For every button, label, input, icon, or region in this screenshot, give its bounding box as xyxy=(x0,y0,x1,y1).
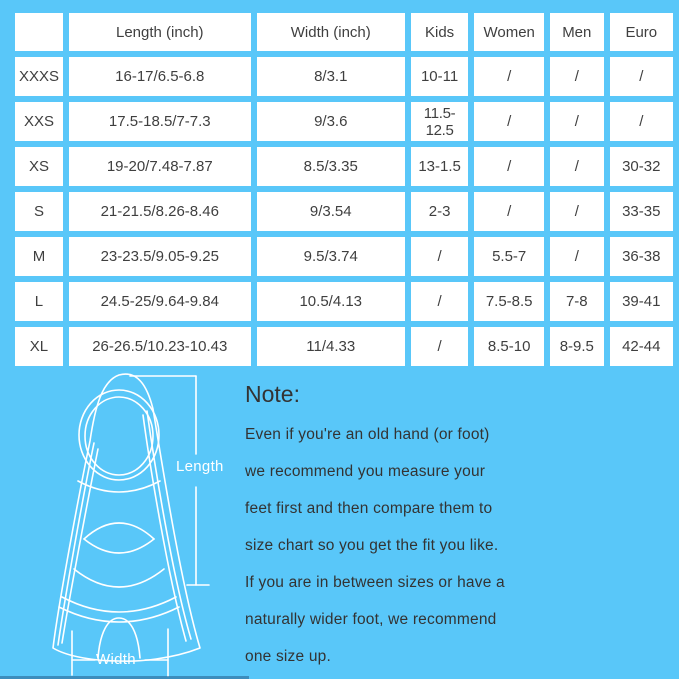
length-cell: 19-20/7.48-7.87 xyxy=(69,147,251,186)
men-cell: / xyxy=(550,57,604,96)
women-cell: / xyxy=(474,192,544,231)
note-line: we recommend you measure your xyxy=(245,463,486,480)
width-cell: 10.5/4.13 xyxy=(257,282,405,321)
size-label: XS xyxy=(15,147,63,186)
length-cell: 24.5-25/9.64-9.84 xyxy=(69,282,251,321)
kids-cell: / xyxy=(411,237,469,276)
note-line: If you are in between sizes or have a xyxy=(245,574,505,591)
header-cell-euro: Euro xyxy=(610,13,673,51)
length-cell: 17.5-18.5/7-7.3 xyxy=(69,102,251,141)
note-line: feet first and then compare them to xyxy=(245,500,493,517)
width-cell: 8.5/3.35 xyxy=(257,147,405,186)
men-cell: / xyxy=(550,102,604,141)
note-line: naturally wider foot, we recommend xyxy=(245,611,497,628)
euro-cell: 33-35 xyxy=(610,192,673,231)
width-cell: 11/4.33 xyxy=(257,327,405,366)
table-row-m xyxy=(15,237,673,276)
men-cell: / xyxy=(550,192,604,231)
swim-fin-illustration xyxy=(40,369,240,678)
length-cell: 26-26.5/10.23-10.43 xyxy=(69,327,251,366)
note-line: size chart so you get the fit you like. xyxy=(245,537,499,554)
note-section xyxy=(245,381,645,675)
table-row-xl xyxy=(15,327,673,366)
table-row-xxxs xyxy=(15,57,673,96)
fin-diagram xyxy=(40,369,240,678)
size-label: L xyxy=(15,282,63,321)
length-cell: 16-17/6.5-6.8 xyxy=(69,57,251,96)
size-chart-table xyxy=(9,7,679,372)
kids-cell: 10-11 xyxy=(411,57,469,96)
size-label: S xyxy=(15,192,63,231)
width-cell: 9/3.54 xyxy=(257,192,405,231)
size-label: XXXS xyxy=(15,57,63,96)
kids-cell: 13-1.5 xyxy=(411,147,469,186)
header-cell-length: Length (inch) xyxy=(69,13,251,51)
note-line: Even if you're an old hand (or foot) xyxy=(245,426,490,443)
note-title: Note: xyxy=(245,381,300,407)
size-label: M xyxy=(15,237,63,276)
table-row-xxs xyxy=(15,102,673,141)
size-label: XXS xyxy=(15,102,63,141)
length-cell: 21-21.5/8.26-8.46 xyxy=(69,192,251,231)
header-row xyxy=(15,13,673,51)
width-dimension-label: Width xyxy=(96,651,136,668)
header-cell-women: Women xyxy=(474,13,544,51)
kids-cell: / xyxy=(411,282,469,321)
table-row-xs xyxy=(15,147,673,186)
kids-cell: 2-3 xyxy=(411,192,469,231)
euro-cell: 36-38 xyxy=(610,237,673,276)
men-cell: 8-9.5 xyxy=(550,327,604,366)
note-body xyxy=(245,416,645,675)
kids-cell: 11.5-12.5 xyxy=(411,102,469,141)
header-cell-kids: Kids xyxy=(411,13,469,51)
kids-cell: / xyxy=(411,327,469,366)
men-cell: 7-8 xyxy=(550,282,604,321)
length-dimension-label: Length xyxy=(176,458,224,475)
men-cell: / xyxy=(550,147,604,186)
euro-cell: 30-32 xyxy=(610,147,673,186)
size-label: XL xyxy=(15,327,63,366)
euro-cell: / xyxy=(610,57,673,96)
width-cell: 8/3.1 xyxy=(257,57,405,96)
header-cell-men: Men xyxy=(550,13,604,51)
women-cell: 8.5-10 xyxy=(474,327,544,366)
women-cell: / xyxy=(474,102,544,141)
women-cell: 5.5-7 xyxy=(474,237,544,276)
header-cell-size xyxy=(15,13,63,51)
euro-cell: 42-44 xyxy=(610,327,673,366)
header-cell-width: Width (inch) xyxy=(257,13,405,51)
width-cell: 9/3.6 xyxy=(257,102,405,141)
euro-cell: / xyxy=(610,102,673,141)
women-cell: / xyxy=(474,147,544,186)
table-row-s xyxy=(15,192,673,231)
note-line: one size up. xyxy=(245,648,331,665)
table-row-l xyxy=(15,282,673,321)
men-cell: / xyxy=(550,237,604,276)
women-cell: / xyxy=(474,57,544,96)
women-cell: 7.5-8.5 xyxy=(474,282,544,321)
length-cell: 23-23.5/9.05-9.25 xyxy=(69,237,251,276)
euro-cell: 39-41 xyxy=(610,282,673,321)
width-cell: 9.5/3.74 xyxy=(257,237,405,276)
